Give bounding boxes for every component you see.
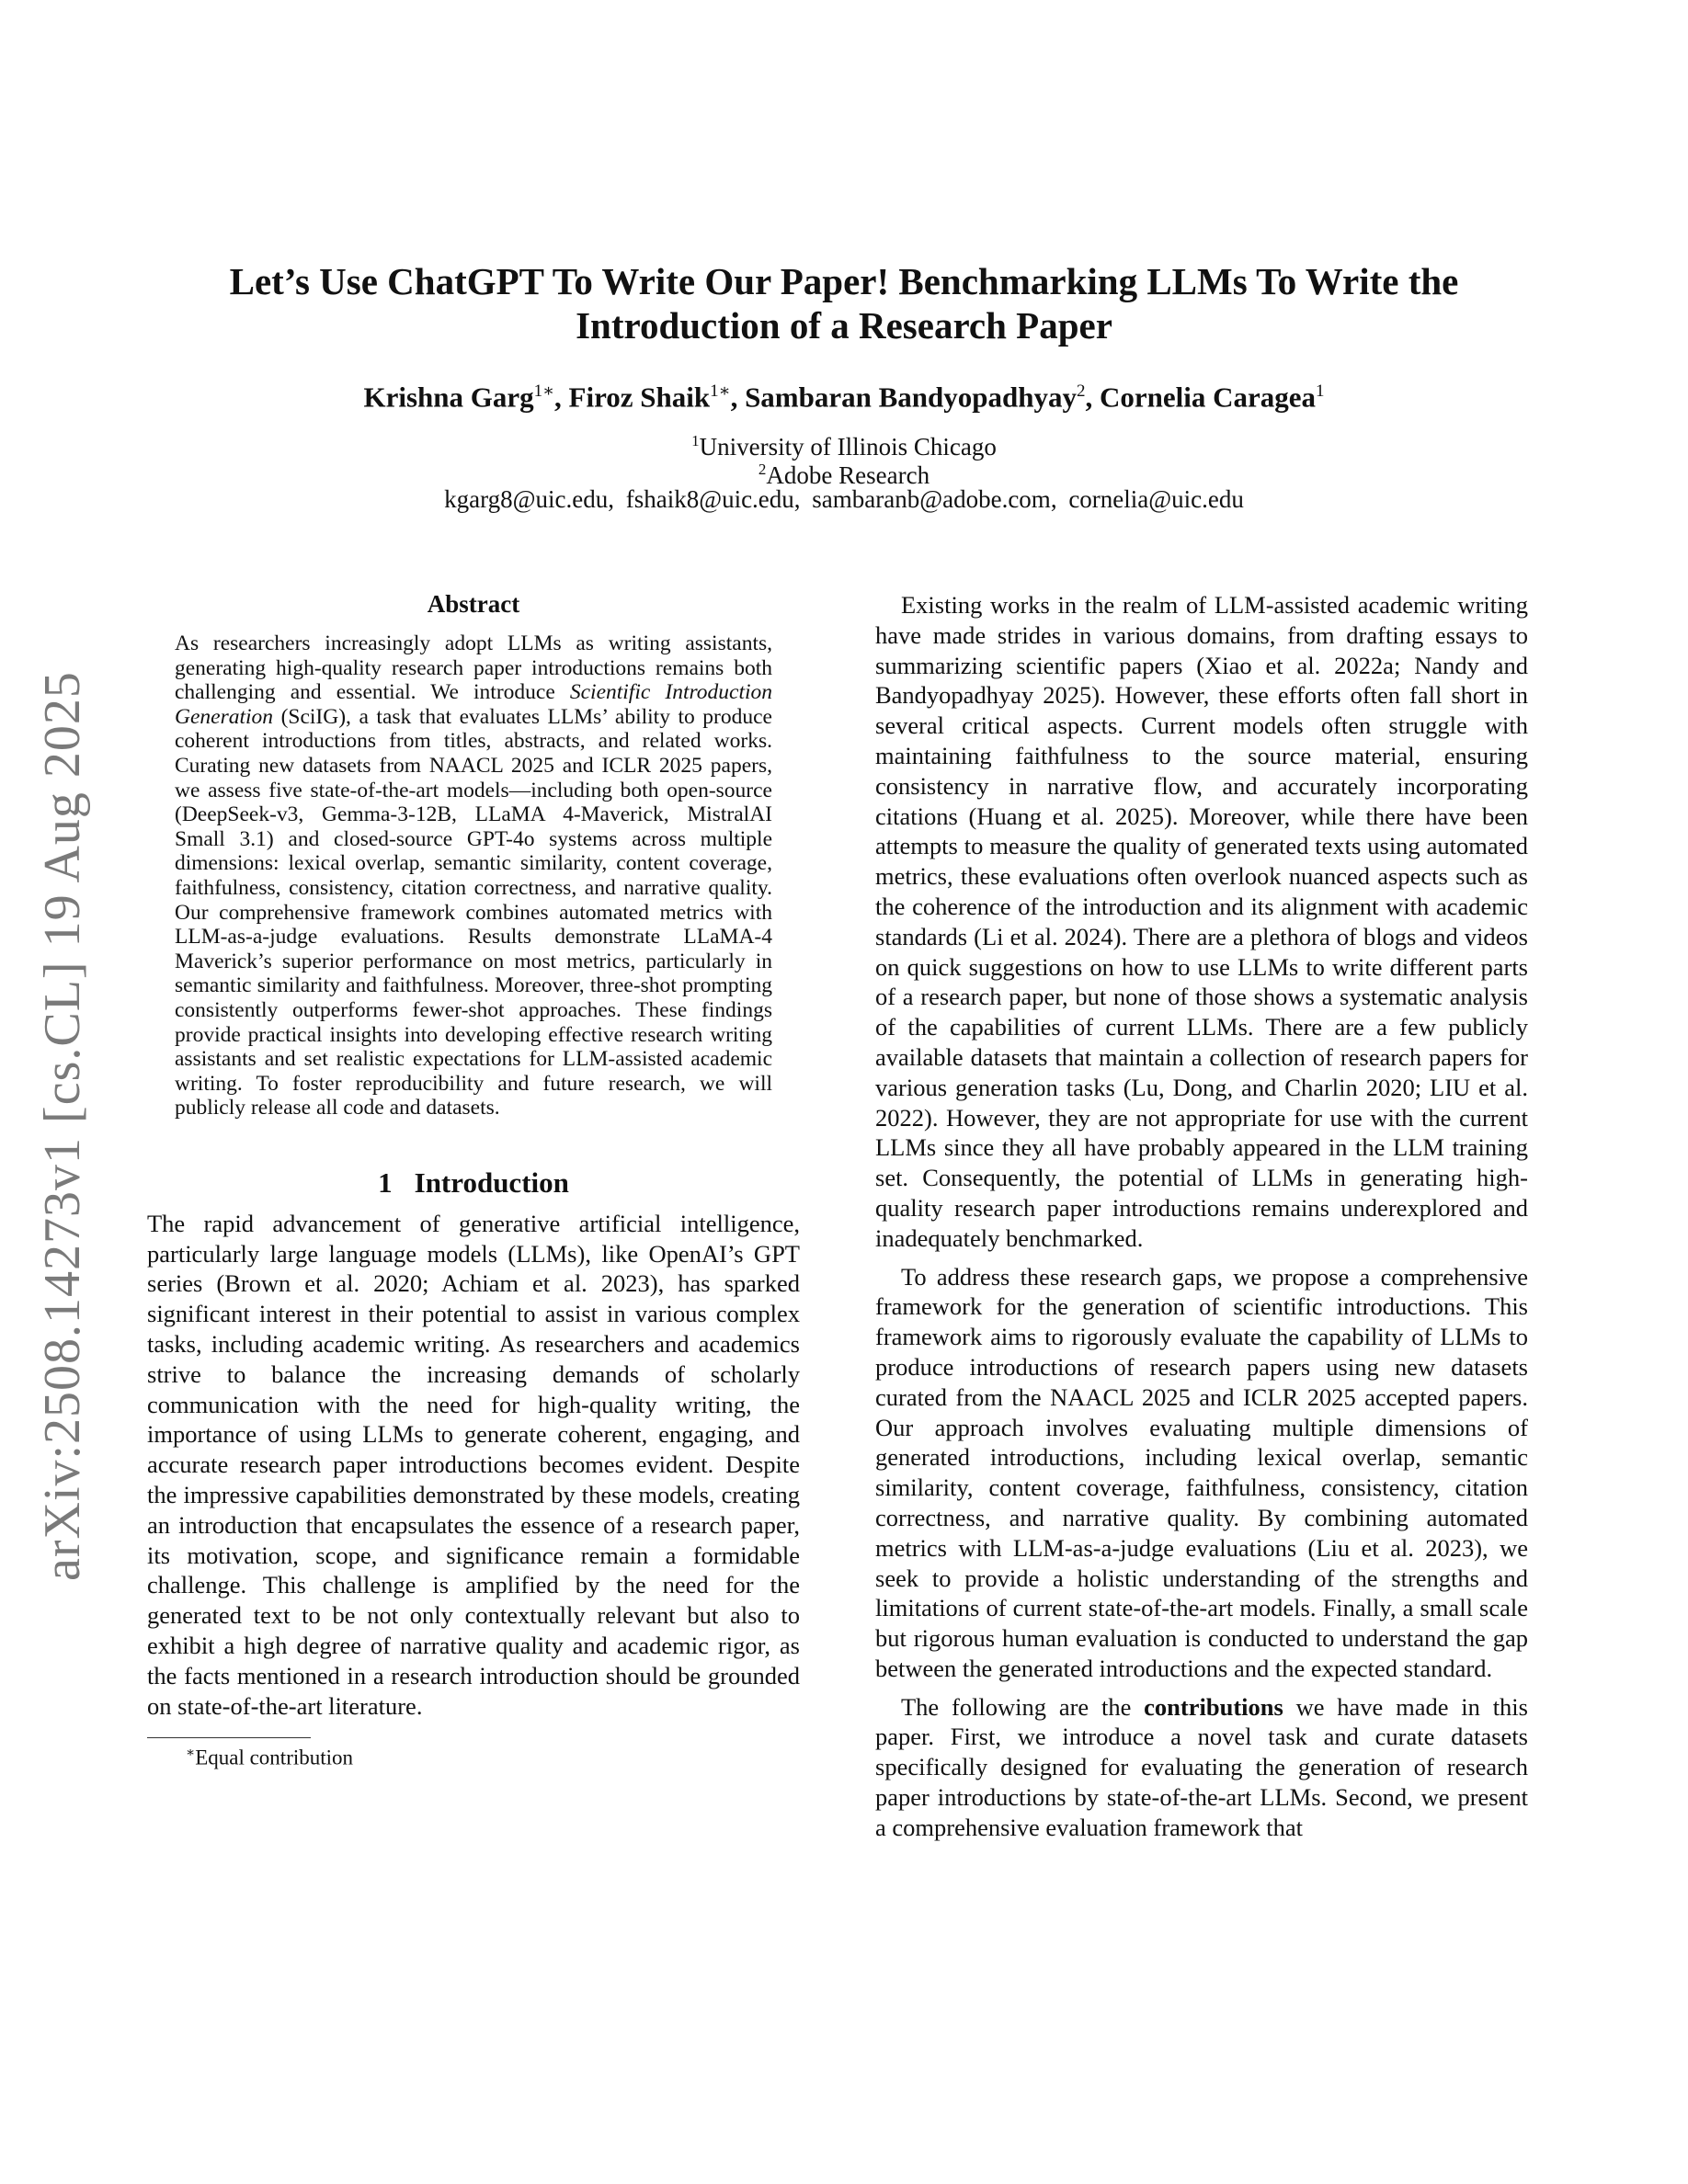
author-mark: 2 — [1077, 381, 1086, 401]
body-paragraph: To address these research gaps, we propose a comprehensive framework for the generation of scientific introductions. This framework aims to rigorously evaluate the capability of LLMs to produce introductions of research papers using new datasets curated from the NAACL 2025 and ICLR 2025 accepted papers. Our approach involves evaluating multiple dimensions of generated introductions, including lexical overlap, semantic similarity, content coverage, faithfulness, consistency, citation correctness, and narrative quality. By combining automated metrics with LLM-as-a-judge evaluations (Liu et al. 2023), we seek to provide a holistic understanding of the strengths and limitations of current state-of-the-art models. Finally, a small scale but rigorous human evaluation is conducted to understand the gap between the generated introductions and the expected standard. — [875, 1262, 1528, 1682]
title-line-1: Let’s Use ChatGPT To Write Our Paper! Benchmarking LLMs To Write the — [229, 260, 1459, 302]
author-mark: 1∗ — [533, 381, 555, 401]
title-line-2: Introduction of a Research Paper — [576, 304, 1112, 347]
author-mark: 1∗ — [710, 381, 731, 401]
abstract-text-part: As researchers increasingly adopt LLMs as writing assistants, generating high-quality research paper introductions remains both challenging and essential. We introduce — [175, 631, 772, 705]
author-name: Firoz Shaik — [568, 381, 711, 414]
author-name: Cornelia Caragea — [1100, 381, 1317, 414]
arxiv-stamp: arXiv:2508.14273v1 [cs.CL] 19 Aug 2025 — [34, 671, 91, 1581]
affiliation-mark: 1 — [691, 432, 700, 449]
abstract-text — [175, 631, 772, 1120]
abstract-heading: Abstract — [427, 590, 520, 618]
abstract-italic-term: Scientific Introduction Generation — [175, 680, 773, 729]
body-text-part: The following are the — [901, 1692, 1145, 1721]
section-heading — [147, 1166, 800, 1200]
left-column — [147, 590, 800, 1770]
author-mark: 1 — [1316, 381, 1325, 401]
abstract — [175, 590, 772, 1120]
bold-term: contributions — [1144, 1692, 1283, 1721]
section-number: 1 — [378, 1166, 393, 1199]
section-title: Introduction — [414, 1166, 569, 1199]
contributions-paragraph — [875, 1692, 1528, 1843]
author-name: Sambaran Bandyopadhyay — [745, 381, 1077, 414]
footnote-mark: ∗ — [186, 1746, 196, 1761]
body-paragraph: Existing works in the realm of LLM-assisted academic writing have made strides in various domains, from drafting essays to summarizing scientific papers (Xiao et al. 2022a; Nandy and Bandyopadhyay 2025). However, these efforts often fall short in several critical aspects. Current models often struggle with maintaining faithfulness to the source material, ensuring consistency in narrative flow, and accurately incorporating citations (Huang et al. 2025). Moreover, while there have been attempts to measure the quality of generated texts using automated metrics, these evaluations often overlook nuanced aspects such as the coherence of the introduction and its alignment with academic standards (Li et al. 2024). There are a plethora of blogs and videos on quick suggestions on how to use LLMs to write different parts of a research paper, but none of those shows a systematic analysis of the capabilities of current LLMs. There are a few publicly available datasets that maintain a collection of research papers for various generation tasks (Lu, Dong, and Charlin 2020; LIU et al. 2022). However, they are not appropriate for use with the current LLMs since they all have probably appeared in the LLM training set. Consequently, the potential of LLMs in generating high-quality research paper introductions remains underexplored and inadequately benchmarked. — [875, 591, 1528, 1252]
paper-title — [147, 259, 1541, 347]
footnote-rule — [147, 1737, 311, 1738]
affiliation-name: University of Illinois Chicago — [699, 433, 997, 461]
body-text-part: we have made in this paper. First, we introduce a novel task and curate datasets specifically designed for evaluating the generation of research paper introductions by state-of-the-art LLMs. Second, we present a comprehensive evaluation framework that — [875, 1692, 1528, 1841]
author-list: Krishna Garg$^{1∗}$, Firoz Shaik$^{1∗}$, Sambaran Bandyopadhyay$^2$, Cornelia Caragea$^1$ — [363, 381, 1325, 414]
affiliation-name: Adobe Research — [766, 461, 930, 489]
author-emails: kgarg8@uic.edu, fshaik8@uic.edu, sambaranb@adobe.com, cornelia@uic.edu — [444, 485, 1244, 513]
affiliation-mark: 2 — [758, 461, 767, 478]
abstract-text-part: (SciIG), a task that evaluates LLMs’ ability to produce coherent introductions from titles, abstracts, and related works. Curating new datasets from NAACL 2025 and ICLR 2025 papers, we assess five state-of-the-art models—including both open-source (DeepSeek-v3, Gemma-3-12B, LLaMA 4-Maverick, MistralAI Small 3.1) and closed-source GPT-4o systems across multiple dimensions: lexical overlap, semantic similarity, content coverage, faithfulness, consistency, citation correctness, and narrative quality. Our comprehensive framework combines automated metrics with LLM-as-a-judge evaluations. Results demonstrate LLaMA-4 Maverick’s superior performance on most metrics, particularly in semantic similarity and faithfulness. Moreover, three-shot prompting consistently outperforms fewer-shot approaches. These findings provide practical insights into developing effective research writing assistants and set realistic expectations for LLM-assisted academic writing. To foster reproducibility and future research, we will publicly release all code and datasets. — [175, 704, 772, 1120]
footnote-text: Equal contribution — [195, 1746, 354, 1770]
author-name: Krishna Garg — [363, 381, 534, 414]
intro-paragraph: The rapid advancement of generative artificial intelligence, particularly large language models (LLMs), like OpenAI’s GPT series (Brown et al. 2020; Achiam et al. 2023), has sparked significant interest in their potential to assist in various complex tasks, including academic writing. As researchers and academics strive to balance the increasing demands of scholarly communication with the need for high-quality writing, the importance of using LLMs to generate coherent, engaging, and accurate research paper introductions becomes evident. Despite the impressive capabilities demonstrated by these models, creating an introduction that encapsulates the essence of a research paper, its motivation, scope, and significance remain a formidable challenge. This challenge is amplified by the need for the generated text to be not only contextually relevant but also to exhibit a high degree of narrative quality and academic rigor, as the facts mentioned in a research introduction should be grounded on state-of-the-art literature. — [147, 1209, 800, 1720]
footnote — [147, 1744, 800, 1770]
right-column — [875, 590, 1528, 1843]
